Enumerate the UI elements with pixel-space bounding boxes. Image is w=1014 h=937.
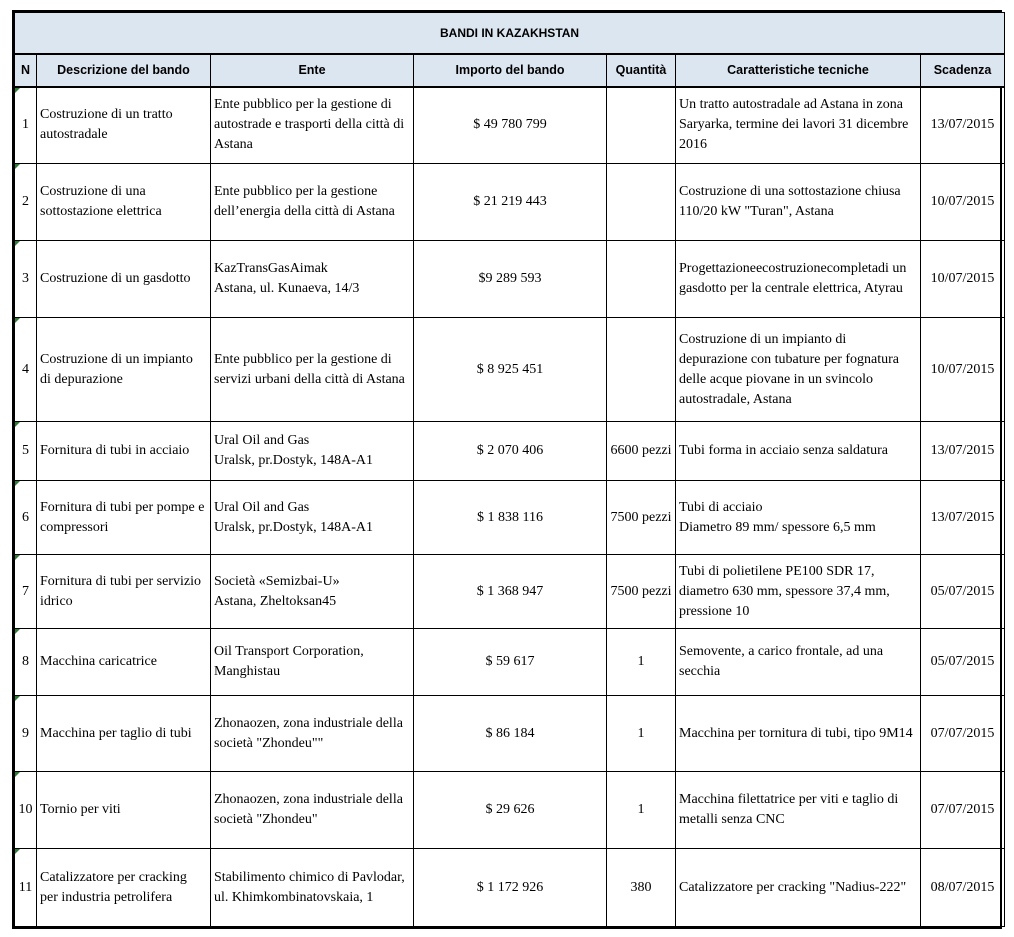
cell-scadenza: 05/07/2015 — [921, 555, 1005, 629]
cell-ente: Ural Oil and Gas Uralsk, pr.Dostyk, 148A-A1 — [211, 422, 414, 481]
cell-importo: $ 49 780 799 — [414, 87, 607, 164]
table-row — [15, 422, 1005, 481]
cell-quantita — [607, 318, 676, 422]
cell-descrizione: Fornitura di tubi per servizio idrico — [37, 555, 211, 629]
cell-scadenza: 05/07/2015 — [921, 629, 1005, 696]
cell-ente: Ente pubblico per la gestione dell’energia della città di Astana — [211, 164, 414, 241]
cell-caratteristiche: Catalizzatore per cracking "Nadius-222" — [676, 849, 921, 927]
cell-importo: $ 8 925 451 — [414, 318, 607, 422]
cell-n: 5 — [15, 422, 37, 481]
cell-scadenza: 10/07/2015 — [921, 241, 1005, 318]
cell-descrizione: Tornio per viti — [37, 772, 211, 849]
cell-caratteristiche: Semovente, a carico frontale, ad una secchia — [676, 629, 921, 696]
cell-descrizione: Costruzione di una sottostazione elettrica — [37, 164, 211, 241]
cell-descrizione: Macchina caricatrice — [37, 629, 211, 696]
cell-descrizione: Fornitura di tubi per pompe e compressori — [37, 481, 211, 555]
table-row — [15, 481, 1005, 555]
table-row — [15, 164, 1005, 241]
cell-caratteristiche: Costruzione di una sottostazione chiusa 110/20 kW "Turan", Astana — [676, 164, 921, 241]
cell-ente: Ural Oil and Gas Uralsk, pr.Dostyk, 148A-A1 — [211, 481, 414, 555]
cell-scadenza: 07/07/2015 — [921, 696, 1005, 772]
column-header-descrizione: Descrizione del bando — [37, 54, 211, 87]
cell-importo: $ 59 617 — [414, 629, 607, 696]
table-row — [15, 241, 1005, 318]
cell-caratteristiche: Tubi di acciaio Diametro 89 mm/ spessore 6,5 mm — [676, 481, 921, 555]
cell-quantita: 1 — [607, 629, 676, 696]
cell-descrizione: Costruzione di un tratto autostradale — [37, 87, 211, 164]
cell-scadenza: 10/07/2015 — [921, 164, 1005, 241]
cell-quantita: 1 — [607, 696, 676, 772]
cell-caratteristiche: Macchina filettatrice per viti e taglio di metalli senza CNC — [676, 772, 921, 849]
tenders-table — [14, 12, 1005, 927]
cell-importo: $ 29 626 — [414, 772, 607, 849]
cell-importo: $ 21 219 443 — [414, 164, 607, 241]
column-header-caratteristiche: Caratteristiche tecniche — [676, 54, 921, 87]
cell-caratteristiche: Tubi forma in acciaio senza saldatura — [676, 422, 921, 481]
cell-caratteristiche: Macchina per tornitura di tubi, tipo 9M14 — [676, 696, 921, 772]
cell-caratteristiche: Progettazioneecostruzionecompletadi un gasdotto per la centrale elettrica, Atyrau — [676, 241, 921, 318]
table-row — [15, 772, 1005, 849]
table-row — [15, 696, 1005, 772]
table-body — [15, 87, 1005, 927]
cell-n: 6 — [15, 481, 37, 555]
cell-n: 10 — [15, 772, 37, 849]
cell-n: 4 — [15, 318, 37, 422]
cell-quantita: 380 — [607, 849, 676, 927]
table-row — [15, 629, 1005, 696]
cell-quantita: 7500 pezzi — [607, 481, 676, 555]
cell-importo: $ 1 368 947 — [414, 555, 607, 629]
cell-descrizione: Catalizzatore per cracking per industria petrolifera — [37, 849, 211, 927]
cell-quantita — [607, 87, 676, 164]
cell-n: 7 — [15, 555, 37, 629]
cell-quantita: 1 — [607, 772, 676, 849]
cell-descrizione: Macchina per taglio di tubi — [37, 696, 211, 772]
header-row — [15, 54, 1005, 87]
cell-ente: Stabilimento chimico di Pavlodar, ul. Khimkombinatovskaia, 1 — [211, 849, 414, 927]
cell-ente: Zhonaozen, zona industriale della società "Zhondeu"" — [211, 696, 414, 772]
cell-descrizione: Costruzione di un gasdotto — [37, 241, 211, 318]
cell-quantita: 7500 pezzi — [607, 555, 676, 629]
cell-ente: KazTransGasAimak Astana, ul. Kunaeva, 14/3 — [211, 241, 414, 318]
cell-caratteristiche: Tubi di polietilene PE100 SDR 17, diametro 630 mm, spessore 37,4 mm, pressione 10 — [676, 555, 921, 629]
cell-importo: $ 86 184 — [414, 696, 607, 772]
cell-importo: $ 1 172 926 — [414, 849, 607, 927]
cell-n: 8 — [15, 629, 37, 696]
cell-importo: $ 2 070 406 — [414, 422, 607, 481]
column-header-quantita: Quantità — [607, 54, 676, 87]
cell-descrizione: Fornitura di tubi in acciaio — [37, 422, 211, 481]
cell-n: 11 — [15, 849, 37, 927]
cell-scadenza: 07/07/2015 — [921, 772, 1005, 849]
cell-ente: Ente pubblico per la gestione di servizi urbani della città di Astana — [211, 318, 414, 422]
cell-scadenza: 13/07/2015 — [921, 87, 1005, 164]
column-header-ente: Ente — [211, 54, 414, 87]
table-row — [15, 555, 1005, 629]
cell-ente: Oil Transport Corporation, Manghistau — [211, 629, 414, 696]
table-title: BANDI IN KAZAKHSTAN — [15, 13, 1005, 54]
cell-importo: $ 1 838 116 — [414, 481, 607, 555]
table-row — [15, 318, 1005, 422]
cell-quantita: 6600 pezzi — [607, 422, 676, 481]
table-row — [15, 87, 1005, 164]
column-header-importo: Importo del bando — [414, 54, 607, 87]
cell-quantita — [607, 241, 676, 318]
cell-n: 2 — [15, 164, 37, 241]
cell-descrizione: Costruzione di un impianto di depurazione — [37, 318, 211, 422]
cell-n: 3 — [15, 241, 37, 318]
cell-n: 1 — [15, 87, 37, 164]
cell-caratteristiche: Costruzione di un impianto di depurazione con tubature per fognatura delle acque piovane in un svincolo autostradale, Astana — [676, 318, 921, 422]
column-header-n: N — [15, 54, 37, 87]
cell-scadenza: 13/07/2015 — [921, 422, 1005, 481]
column-header-scadenza: Scadenza — [921, 54, 1005, 87]
cell-ente: Società «Semizbai-U» Astana, Zheltoksan45 — [211, 555, 414, 629]
cell-ente: Zhonaozen, zona industriale della società "Zhondeu" — [211, 772, 414, 849]
cell-scadenza: 10/07/2015 — [921, 318, 1005, 422]
cell-scadenza: 13/07/2015 — [921, 481, 1005, 555]
cell-n: 9 — [15, 696, 37, 772]
cell-ente: Ente pubblico per la gestione di autostrade e trasporti della città di Astana — [211, 87, 414, 164]
tenders-table-container — [12, 10, 1002, 929]
cell-caratteristiche: Un tratto autostradale ad Astana in zona Saryarka, termine dei lavori 31 dicembre 2016 — [676, 87, 921, 164]
cell-quantita — [607, 164, 676, 241]
table-row — [15, 849, 1005, 927]
cell-importo: $9 289 593 — [414, 241, 607, 318]
cell-scadenza: 08/07/2015 — [921, 849, 1005, 927]
